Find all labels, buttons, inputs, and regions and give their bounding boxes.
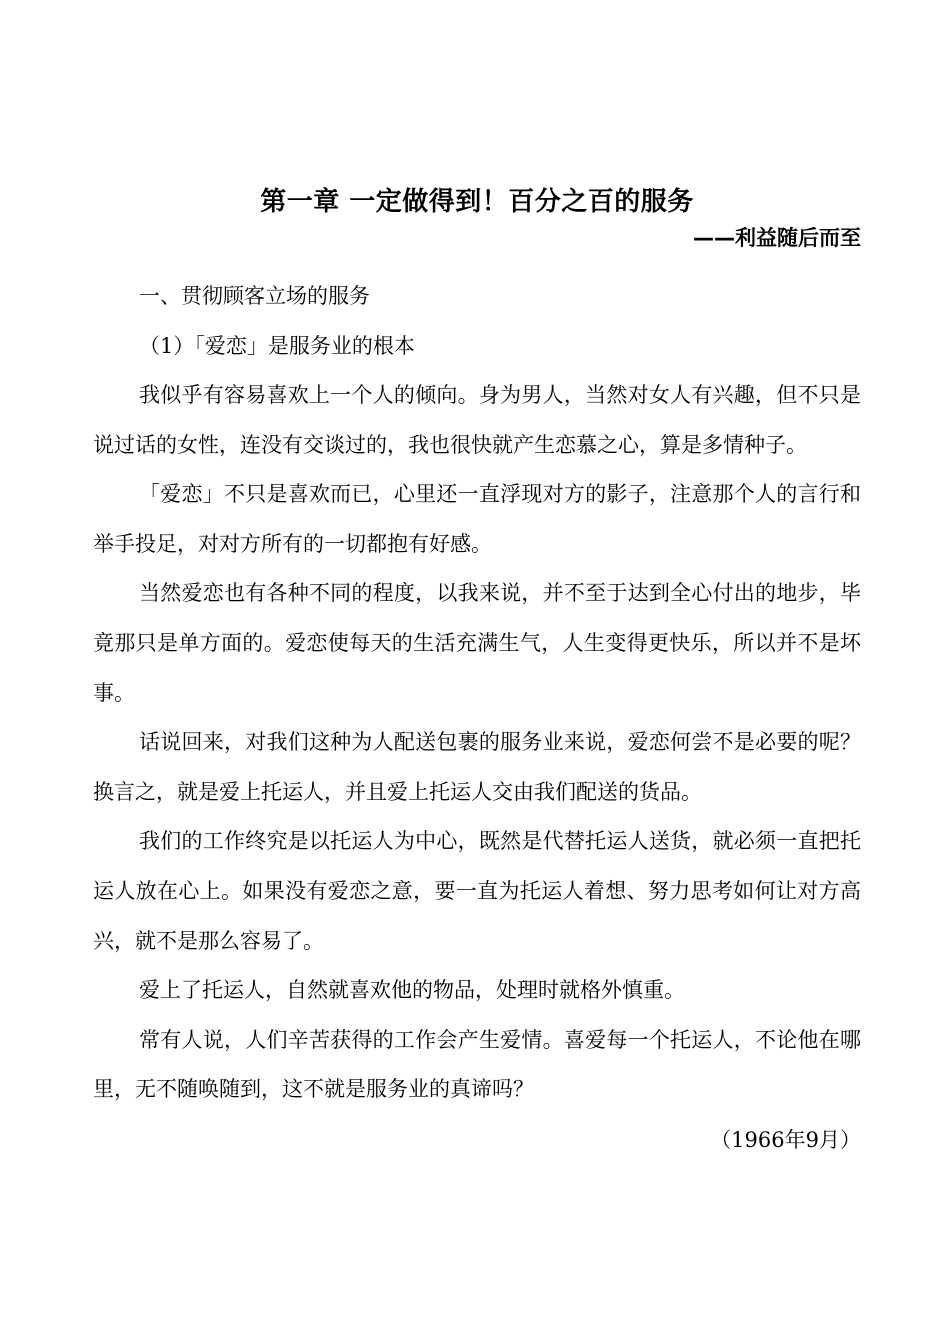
body-paragraph: 爱上了托运人，自然就喜欢他的物品，处理时就格外慎重。	[139, 978, 685, 1003]
body-paragraph: 话说回来，对我们这种为人配送包裹的服务业来说，爱恋何尝不是必要的呢？换言之，就是爱上托运人，并且爱上托运人交由我们配送的货品。	[93, 730, 861, 804]
document-page	[93, 183, 861, 1165]
chapter-subtitle: ——利益随后而至	[693, 226, 861, 250]
body-paragraph: 当然爱恋也有各种不同的程度，以我来说，并不至于达到全心付出的地步，毕竟那只是单方面的。爱恋使每天的生活充满生气，人生变得更快乐，所以并不是坏事。	[93, 581, 861, 705]
body-paragraph: 常有人说，人们辛苦获得的工作会产生爱情。喜爱每一个托运人，不论他在哪里，无不随唤随到，这不就是服务业的真谛吗？	[93, 1027, 861, 1102]
section-heading: 一、贯彻顾客立场的服务	[139, 284, 370, 308]
subsection-heading: （1）「爱恋」是服务业的根本	[139, 334, 415, 358]
body-paragraph: 我似乎有容易喜欢上一个人的倾向。身为男人，当然对女人有兴趣，但不只是说过话的女性，连没有交谈过的，我也很快就产生恋慕之心，算是多情种子。	[93, 383, 861, 457]
body-paragraph: 我们的工作终究是以托运人为中心，既然是代替托运人送货，就必须一直把托运人放在心上。如果没有爱恋之意，要一直为托运人着想、努力思考如何让对方高兴，就不是那么容易了。	[93, 829, 861, 953]
date-line: （1966年9月）	[710, 1127, 861, 1152]
chapter-title: 第一章 一定做得到！百分之百的服务	[260, 187, 694, 217]
body-paragraph: 「爱恋」不只是喜欢而已，心里还一直浮现对方的影子，注意那个人的言行和举手投足，对对方所有的一切都抱有好感。	[93, 482, 861, 556]
